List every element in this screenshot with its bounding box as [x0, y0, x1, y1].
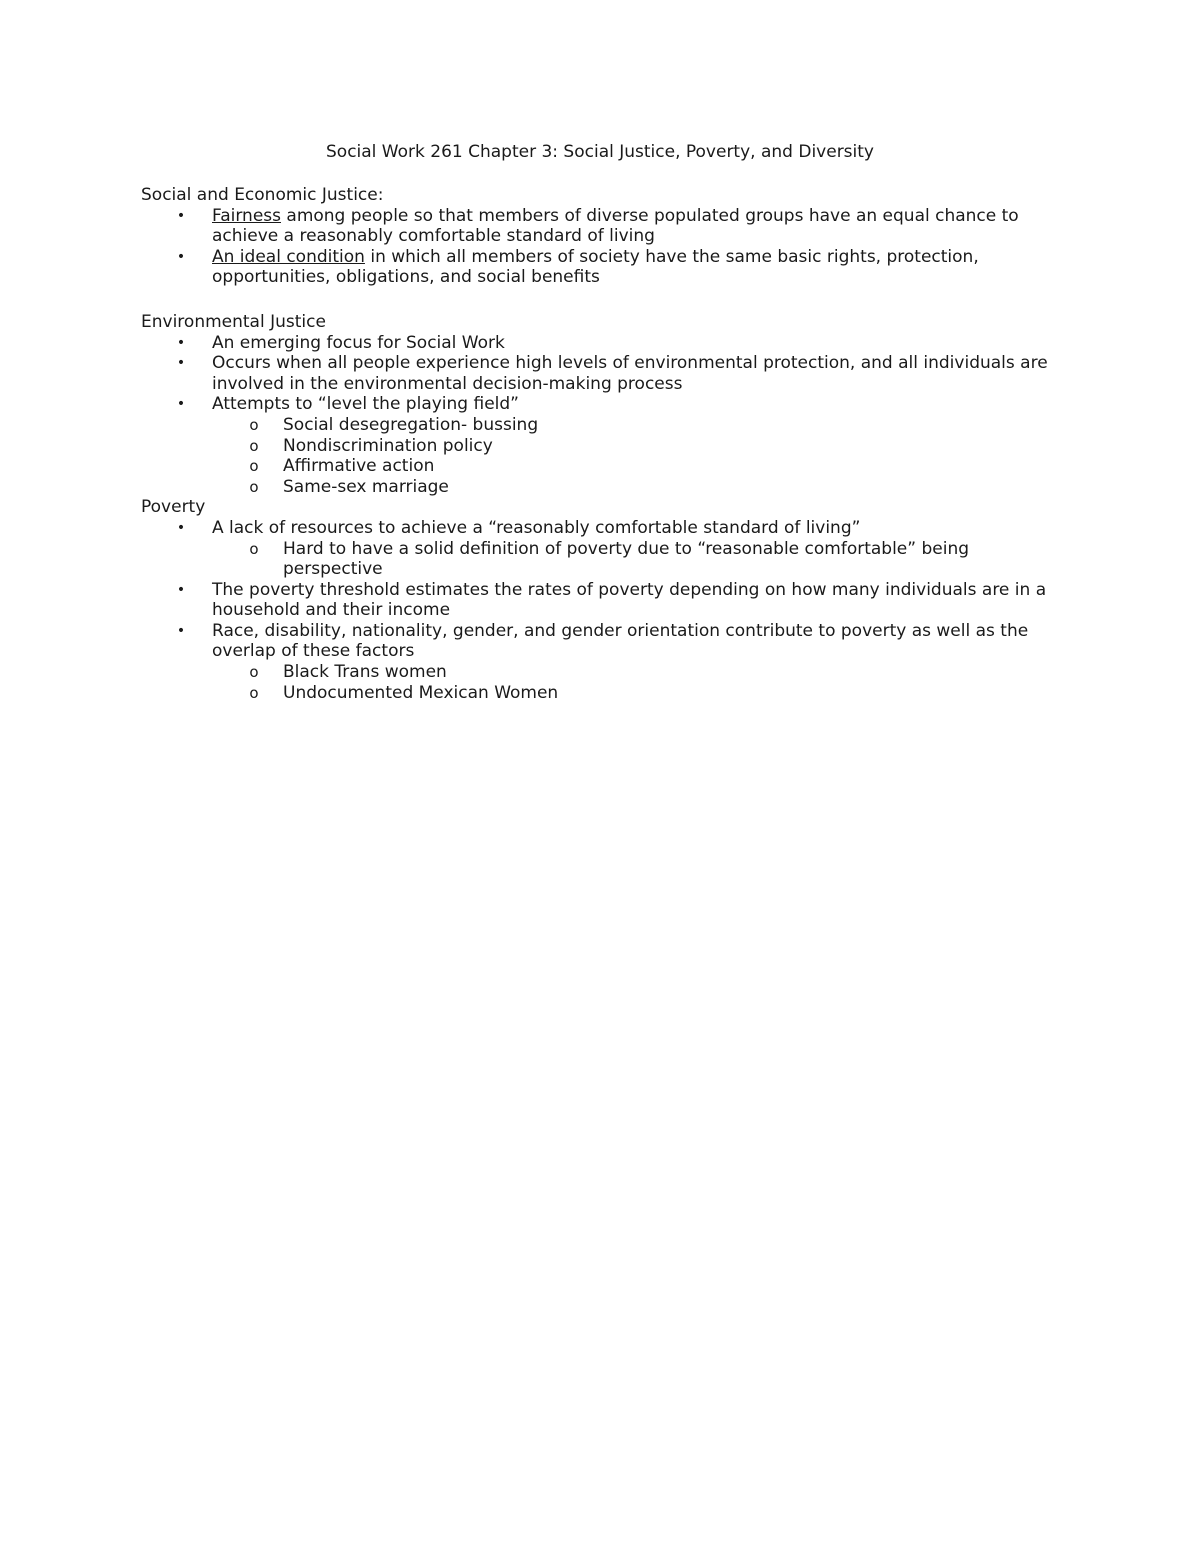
sublist-item-text: Undocumented Mexican Women [283, 682, 559, 703]
sublist-item [249, 682, 1071, 704]
list-item-text: An emerging focus for Social Work [212, 332, 505, 353]
circle-bullet-icon: o [249, 539, 259, 558]
sublist-item [249, 414, 1071, 436]
list-item [176, 394, 1071, 497]
circle-bullet-icon: o [249, 683, 259, 702]
bullet-icon: • [176, 622, 186, 639]
document-title: Social Work 261 Chapter 3: Social Justice, Poverty, and Diversity [326, 142, 874, 162]
sublist-item-text: Nondiscrimination policy [283, 435, 493, 456]
circle-bullet-icon: o [249, 436, 259, 455]
list-item [176, 205, 1071, 247]
section-list-social-economic-justice [141, 206, 1071, 288]
underlined-term: An ideal condition [212, 246, 365, 267]
bullet-icon: • [176, 207, 186, 224]
list-item-text: Occurs when all people experience high levels of environmental protection, and all individuals are involved in the environmental decision-making process [212, 353, 1048, 394]
circle-bullet-icon: o [249, 457, 259, 476]
circle-bullet-icon: o [249, 415, 259, 434]
sublist-item-text: Hard to have a solid definition of poverty due to “reasonable comfortable” being perspective [283, 538, 970, 580]
circle-bullet-icon: o [249, 663, 259, 682]
sublist-item [249, 538, 1071, 580]
list-item-text: Race, disability, nationality, gender, and gender orientation contribute to poverty as well as the overlap of these factors [212, 620, 1029, 662]
section-spacer [141, 288, 1071, 312]
sublist [212, 662, 1071, 703]
bullet-icon: • [176, 396, 186, 413]
section-list-poverty [141, 518, 1071, 703]
section-heading-social-economic-justice: Social and Economic Justice: [141, 185, 384, 205]
sublist-item [249, 435, 1071, 457]
sublist [212, 539, 1071, 580]
bullet-icon: • [176, 355, 186, 372]
section-heading-poverty: Poverty [141, 497, 206, 518]
bullet-icon: • [176, 519, 186, 536]
bullet-icon: • [176, 248, 186, 265]
sublist-item [249, 476, 1071, 498]
list-item [176, 517, 1071, 580]
list-item [176, 353, 1071, 394]
section-list-environmental-justice [141, 333, 1071, 498]
bullet-icon: • [176, 581, 186, 598]
underlined-term: Fairness [212, 205, 281, 226]
section-heading-environmental-justice: Environmental Justice [141, 311, 326, 332]
bullet-icon: • [176, 334, 186, 351]
sublist-item [249, 456, 1071, 477]
sublist-item [249, 662, 1071, 683]
list-item [176, 332, 1071, 354]
sublist-item-text: Black Trans women [283, 662, 447, 683]
sublist-item-text: Same-sex marriage [283, 476, 449, 497]
list-item-text: A lack of resources to achieve a “reasonably comfortable standard of living” [212, 517, 861, 538]
sublist [212, 415, 1071, 497]
sublist-item-text: Affirmative action [283, 456, 435, 477]
list-item-text: in which all members of society have the same basic rights, protection, opportunities, obligations, and social benefits [212, 246, 979, 288]
list-item-text: among people so that members of diverse populated groups have an equal chance to achieve a reasonably comfortable standard of living [212, 205, 1019, 247]
list-item [176, 620, 1071, 703]
list-item-text: The poverty threshold estimates the rates of poverty depending on how many individuals are in a household and their income [212, 579, 1047, 621]
document-body [141, 185, 1071, 703]
list-item [176, 246, 1071, 288]
sublist-item-text: Social desegregation- bussing [283, 414, 539, 435]
list-item-text: Attempts to “level the playing field” [212, 394, 519, 415]
list-item [176, 579, 1071, 621]
circle-bullet-icon: o [249, 477, 259, 496]
